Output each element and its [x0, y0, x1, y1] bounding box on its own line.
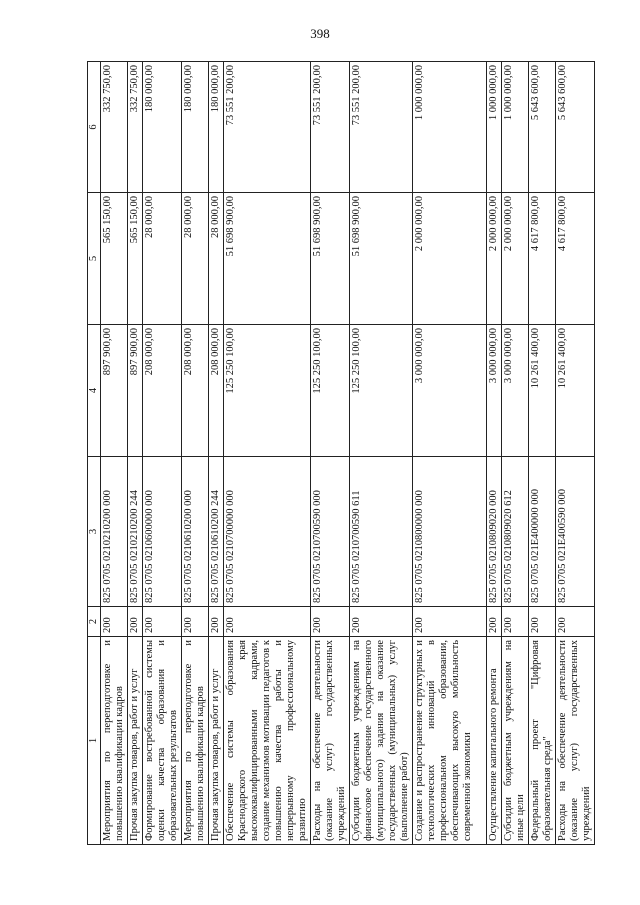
row-code-cell: 825 0705 0210600000 000	[143, 457, 182, 607]
row-ved-cell: 200	[101, 607, 128, 637]
table-row	[182, 62, 209, 845]
table-row	[556, 62, 595, 845]
row-code-cell: 825 0705 021E400590 000	[556, 457, 595, 607]
column-header: 4	[88, 325, 101, 457]
row-ved-cell: 200	[128, 607, 143, 637]
table-row	[502, 62, 529, 845]
row-ved-cell: 200	[350, 607, 413, 637]
row-code-cell: 825 0705 0210700590 611	[350, 457, 413, 607]
row-value-col4-cell: 208 000,00	[209, 325, 224, 457]
row-value-col5-cell: 4 617 800,00	[529, 193, 556, 325]
row-ved-cell: 200	[487, 607, 502, 637]
row-value-col4-cell: 3 000 000,00	[502, 325, 529, 457]
row-code-cell: 825 0705 0210700590 000	[311, 457, 350, 607]
row-value-col4-cell: 3 000 000,00	[487, 325, 502, 457]
row-value-col5-cell: 4 617 800,00	[556, 193, 595, 325]
table-row	[413, 62, 487, 845]
table-row	[209, 62, 224, 845]
row-name-cell: Федеральный проект "Цифровая образовательная среда"	[529, 637, 556, 845]
row-value-col6-cell: 1 000 000,00	[487, 62, 502, 193]
row-code-cell: 825 0705 021E400000 000	[529, 457, 556, 607]
row-ved-cell: 200	[413, 607, 487, 637]
row-value-col4-cell: 10 261 400,00	[529, 325, 556, 457]
rotated-table-container	[87, 62, 592, 845]
table-row	[143, 62, 182, 845]
row-ved-cell: 200	[209, 607, 224, 637]
row-code-cell: 825 0705 0210809020 000	[487, 457, 502, 607]
row-name-cell: Формирование востребованной системы оценки качества образования и образовательных результатов	[143, 637, 182, 845]
table-row	[487, 62, 502, 845]
row-value-col5-cell: 565 150,00	[101, 193, 128, 325]
row-value-col4-cell: 125 250 100,00	[350, 325, 413, 457]
table-row	[311, 62, 350, 845]
row-value-col6-cell: 5 643 600,00	[529, 62, 556, 193]
row-name-cell: Прочая закупка товаров, работ и услуг	[128, 637, 143, 845]
row-code-cell: 825 0705 0210210200 244	[128, 457, 143, 607]
row-ved-cell: 200	[182, 607, 209, 637]
row-name-cell: Обеспечение системы образования Краснодарского края высококвалифицированными кадрами, создание механизмов мотивации педагогов к повышению качества работы и непрерывному профессиональному развитию	[224, 637, 311, 845]
row-ved-cell: 200	[311, 607, 350, 637]
column-header: 3	[88, 457, 101, 607]
row-code-cell: 825 0705 0210210200 000	[101, 457, 128, 607]
row-value-col6-cell: 180 000,00	[143, 62, 182, 193]
table-row	[128, 62, 143, 845]
row-code-cell: 825 0705 0210610200 000	[182, 457, 209, 607]
row-value-col5-cell: 2 000 000,00	[502, 193, 529, 325]
row-value-col4-cell: 208 000,00	[143, 325, 182, 457]
row-code-cell: 825 0705 0210700000 000	[224, 457, 311, 607]
row-value-col4-cell: 10 261 400,00	[556, 325, 595, 457]
table-row	[101, 62, 128, 845]
row-value-col6-cell: 332 750,00	[101, 62, 128, 193]
row-value-col6-cell: 1 000 000,00	[502, 62, 529, 193]
row-value-col5-cell: 565 150,00	[128, 193, 143, 325]
row-value-col5-cell: 28 000,00	[182, 193, 209, 325]
column-header: 6	[88, 62, 101, 193]
row-name-cell: Расходы на обеспечение деятельности (оказание услуг) государственных учреждений	[556, 637, 595, 845]
row-name-cell: Субсидии бюджетным учреждениям на иные цели	[502, 637, 529, 845]
row-value-col5-cell: 2 000 000,00	[413, 193, 487, 325]
row-name-cell: Осуществление капитального ремонта	[487, 637, 502, 845]
row-code-cell: 825 0705 0210800000 000	[413, 457, 487, 607]
table-body	[101, 62, 595, 845]
column-header: 5	[88, 193, 101, 325]
row-value-col4-cell: 897 900,00	[101, 325, 128, 457]
row-name-cell: Мероприятия по переподготовке и повышению квалификации кадров	[182, 637, 209, 845]
row-ved-cell: 200	[529, 607, 556, 637]
row-value-col6-cell: 332 750,00	[128, 62, 143, 193]
row-ved-cell: 200	[224, 607, 311, 637]
row-ved-cell: 200	[556, 607, 595, 637]
row-value-col6-cell: 73 551 200,00	[350, 62, 413, 193]
budget-table	[87, 61, 595, 845]
row-value-col4-cell: 208 000,00	[182, 325, 209, 457]
row-value-col6-cell: 1 000 000,00	[413, 62, 487, 193]
row-value-col4-cell: 125 250 100,00	[224, 325, 311, 457]
rotated-page-area	[87, 62, 592, 845]
page-number: 398	[310, 26, 330, 41]
row-name-cell: Создание и распространение структурных и технологических инноваций в профессиональном образовании, обеспечивающих высокую мобильность современной экономики	[413, 637, 487, 845]
table-row	[529, 62, 556, 845]
row-value-col4-cell: 897 900,00	[128, 325, 143, 457]
row-value-col5-cell: 51 698 900,00	[311, 193, 350, 325]
row-ved-cell: 200	[143, 607, 182, 637]
row-value-col5-cell: 51 698 900,00	[224, 193, 311, 325]
row-ved-cell: 200	[502, 607, 529, 637]
row-value-col4-cell: 3 000 000,00	[413, 325, 487, 457]
column-header: 2	[88, 607, 101, 637]
row-value-col6-cell: 73 551 200,00	[224, 62, 311, 193]
row-code-cell: 825 0705 0210809020 612	[502, 457, 529, 607]
row-name-cell: Субсидии бюджетным учреждениям на финансовое обеспечение государственного (муниципального) задания на оказание государственных (муниципальных) услуг (выполнение работ)	[350, 637, 413, 845]
row-value-col5-cell: 28 000,00	[209, 193, 224, 325]
row-code-cell: 825 0705 0210610200 244	[209, 457, 224, 607]
row-value-col6-cell: 73 551 200,00	[311, 62, 350, 193]
row-value-col4-cell: 125 250 100,00	[311, 325, 350, 457]
row-value-col6-cell: 5 643 600,00	[556, 62, 595, 193]
row-value-col6-cell: 180 000,00	[209, 62, 224, 193]
row-value-col5-cell: 51 698 900,00	[350, 193, 413, 325]
row-name-cell: Мероприятия по переподготовке и повышению квалификации кадров	[101, 637, 128, 845]
table-row	[350, 62, 413, 845]
column-header: 1	[88, 637, 101, 845]
row-name-cell: Прочая закупка товаров, работ и услуг	[209, 637, 224, 845]
row-value-col6-cell: 180 000,00	[182, 62, 209, 193]
row-value-col5-cell: 2 000 000,00	[487, 193, 502, 325]
table-header-row	[88, 62, 101, 845]
row-value-col5-cell: 28 000,00	[143, 193, 182, 325]
table-row	[224, 62, 311, 845]
row-name-cell: Расходы на обеспечение деятельности (оказание услуг) государственных учреждений	[311, 637, 350, 845]
